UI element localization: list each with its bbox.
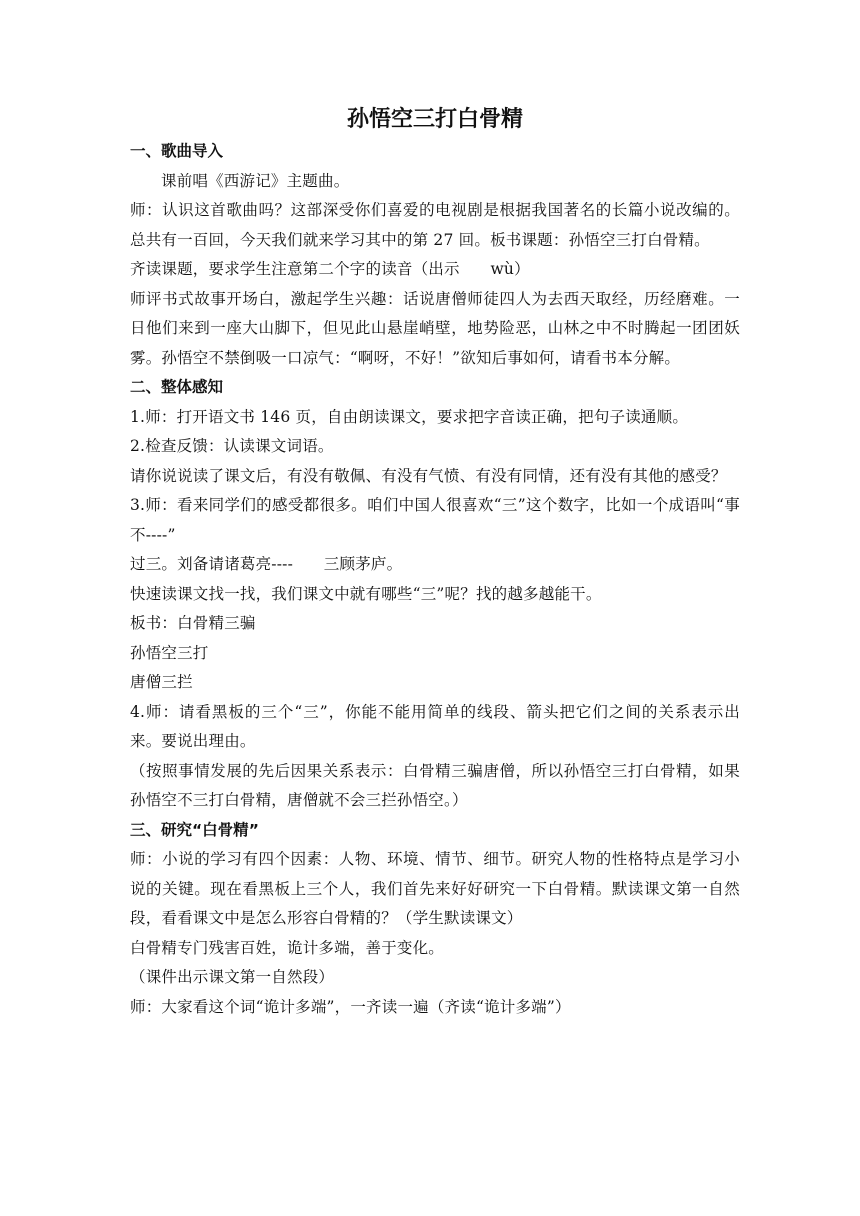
document-content	[130, 105, 740, 1022]
paragraph: 师：认识这首歌曲吗？这部深受你们喜爱的电视剧是根据我国著名的长篇小说改编的。总共有一百回，今天我们就来学习其中的第 27 回。板书课题：孙悟空三打白骨精。	[130, 201, 740, 249]
paragraph: 4.师：请看黑板的三个“三”，你能不能用简单的线段、箭头把它们之间的关系表示出来。要说出理由。	[130, 702, 740, 750]
section-heading: 三、研究“白骨精”	[130, 820, 259, 839]
section-heading: 一、歌曲导入	[130, 142, 224, 160]
paragraph: 2.检查反馈：认读课文词语。	[130, 437, 334, 455]
paragraph: 3.师：看来同学们的感受都很多。咱们中国人很喜欢“三”这个数字，比如一个成语叫“事不----”	[130, 496, 740, 544]
paragraph: 1.师：打开语文书 146 页，自由朗读课文，要求把字音读正确，把句子读通顺。	[130, 407, 689, 426]
paragraph: （按照事情发展的先后因果关系表示：白骨精三骗唐僧，所以孙悟空三打白骨精，如果孙悟空不三打白骨精，唐僧就不会三拦孙悟空。）	[130, 761, 740, 809]
paragraph: 请你说说读了课文后，有没有敬佩、有没有气愤、有没有同情，还有没有其他的感受？	[130, 466, 727, 485]
paragraph: 师评书式故事开场白，激起学生兴趣：话说唐僧师徒四人为去西天取经，历经磨难。一日他们来到一座大山脚下，但见此山悬崖峭壁，地势险恶，山林之中不时腾起一团团妖雾。孙悟空不禁倒吸一口凉气：“啊呀，不好！”欲知后事如何，请看书本分解。	[130, 289, 740, 367]
paragraph: （课件出示课文第一自然段）	[130, 968, 335, 986]
section-overall-perception	[130, 373, 740, 816]
paragraph: 唐僧三拦	[130, 673, 193, 691]
paragraph: 课前唱《西游记》主题曲。	[161, 171, 350, 190]
paragraph: 过三。刘备请诸葛亮---- 三顾茅庐。	[130, 555, 403, 573]
section-song-intro	[130, 137, 740, 373]
paragraph: 快速读课文找一找，我们课文中就有哪些“三”呢？找的越多越能干。	[130, 584, 602, 603]
paragraph: 师：小说的学习有四个因素：人物、环境、情节、细节。研究人物的性格特点是学习小说的关键。现在看黑板上三个人，我们首先来好好研究一下白骨精。默读课文第一自然段，看看课文中是怎么形容白骨精的？（学生默读课文）	[130, 850, 740, 927]
paragraph: 齐读课题，要求学生注意第二个字的读音（出示 wù）	[130, 260, 530, 278]
document-title: 孙悟空三打白骨精	[346, 107, 523, 132]
paragraph: 师：大家看这个词“诡计多端”，一齐读一遍（齐读“诡计多端”）	[130, 997, 571, 1016]
paragraph: 板书：白骨精三骗	[130, 614, 256, 632]
paragraph: 孙悟空三打	[130, 643, 209, 662]
paragraph: 白骨精专门残害百姓，诡计多端，善于变化。	[130, 938, 445, 957]
section-heading: 二、整体感知	[130, 378, 224, 396]
section-study-baigujing	[130, 816, 740, 1023]
